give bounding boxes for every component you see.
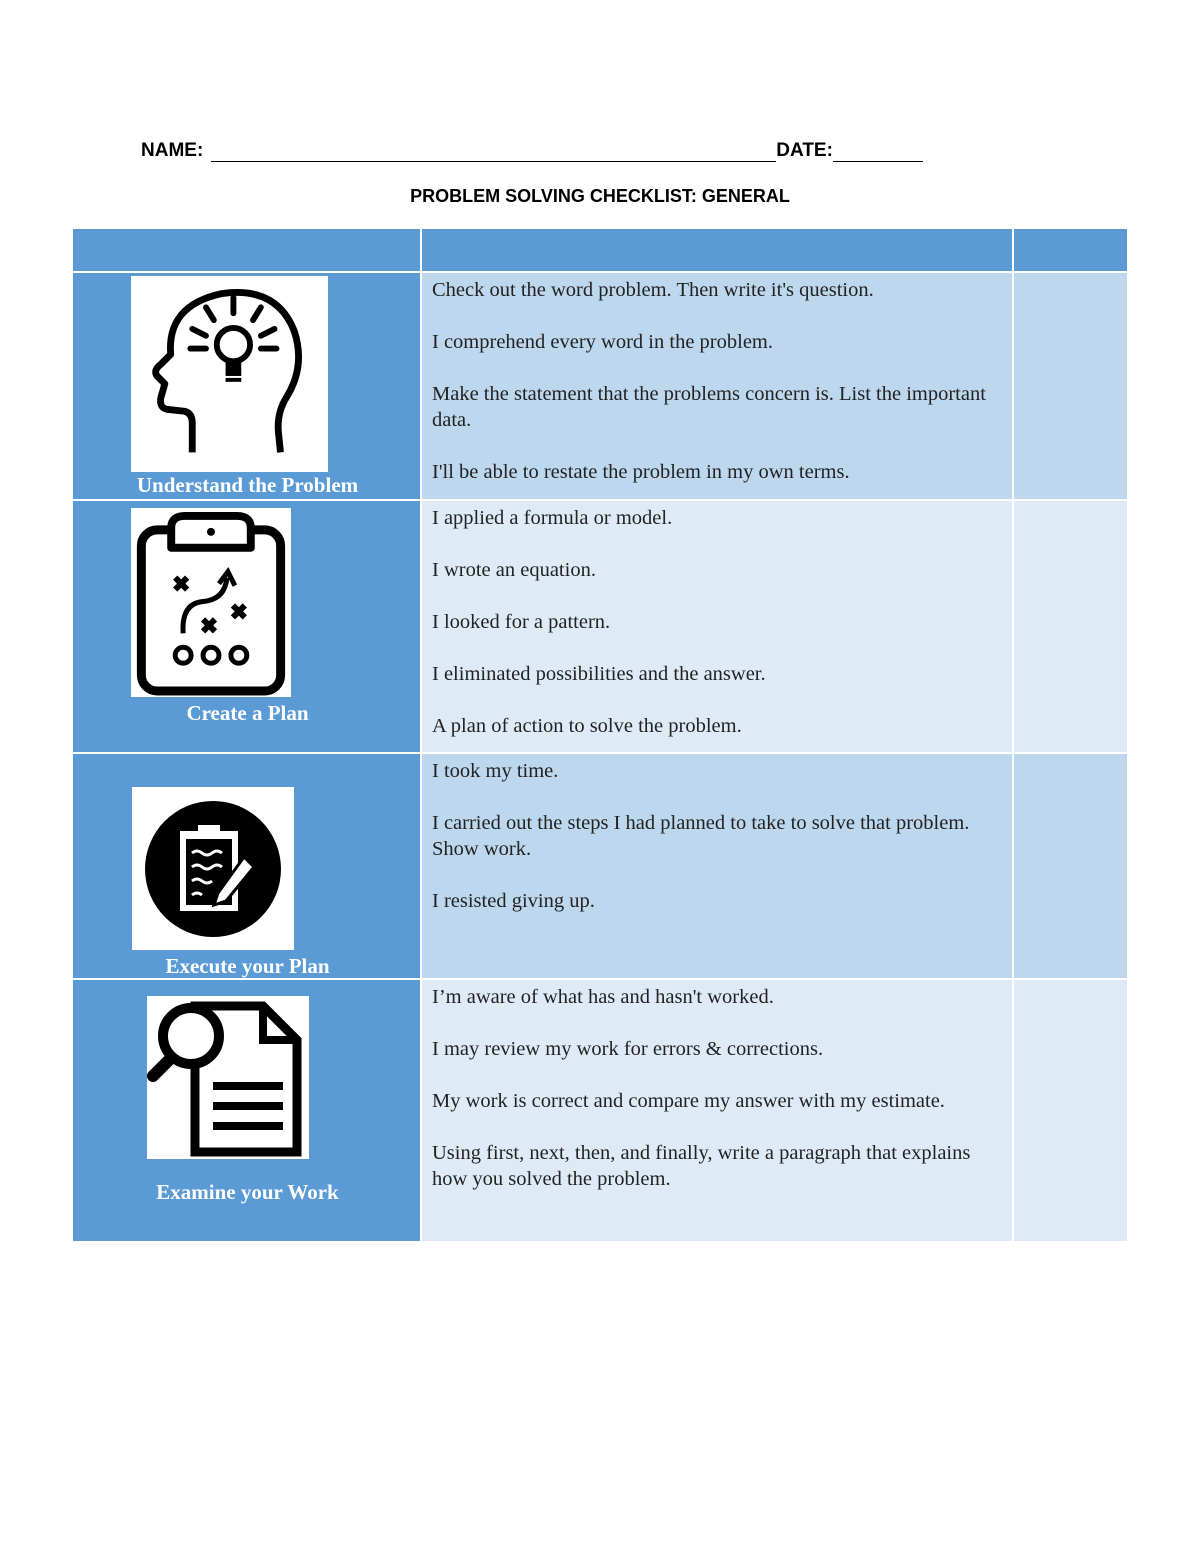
name-field[interactable] xyxy=(211,143,776,162)
checklist-item: Using first, next, then, and finally, write a paragraph that explains how you solved the problem. xyxy=(432,1142,971,1190)
step-label: Understand the Problem xyxy=(136,473,359,497)
checklist-item: I comprehend every word in the problem. xyxy=(432,331,773,353)
step-label: Examine your Work xyxy=(156,1180,339,1204)
checklist-item: Check out the word problem. Then write it's question. xyxy=(432,279,874,301)
checklist-item: I eliminated possibilities and the answer. xyxy=(432,663,766,685)
checklist-item: My work is correct and compare my answer with my estimate. xyxy=(432,1090,945,1112)
page-title: PROBLEM SOLVING CHECKLIST: GENERAL xyxy=(410,186,790,206)
checklist-item: Make the statement that the problems concern is. List the important data. xyxy=(432,383,986,431)
check-cell[interactable] xyxy=(1014,501,1127,752)
checklist-item: I carried out the steps I had planned to take to solve that problem. Show work. xyxy=(432,812,970,860)
checklist-item: I looked for a pattern. xyxy=(432,611,611,633)
name-date-line xyxy=(141,140,923,162)
table-row xyxy=(73,754,1127,980)
checklist-item: A plan of action to solve the problem. xyxy=(432,715,742,737)
check-column-header xyxy=(1014,229,1127,271)
checklist-item: I wrote an equation. xyxy=(432,559,596,581)
table-row xyxy=(73,980,1127,1241)
checklist-table xyxy=(73,229,1127,1241)
checklist-item: I resisted giving up. xyxy=(432,890,595,912)
checklist-item: I'll be able to restate the problem in my own terms. xyxy=(432,461,850,483)
step-label: Create a Plan xyxy=(186,701,309,725)
checklist-item: I may review my work for errors & corrections. xyxy=(432,1038,824,1060)
step-label: Execute your Plan xyxy=(165,954,330,978)
clipboard-strategy-icon xyxy=(131,508,291,697)
checklist-item: I applied a formula or model. xyxy=(432,507,673,529)
check-cell[interactable] xyxy=(1014,980,1127,1241)
clipboard-pencil-icon xyxy=(132,787,294,950)
check-cell[interactable] xyxy=(1014,754,1127,978)
table-row xyxy=(73,273,1127,501)
checklist-item: I’m aware of what has and hasn't worked. xyxy=(432,986,774,1008)
date-field[interactable] xyxy=(833,143,923,162)
date-label: DATE: xyxy=(776,140,833,161)
check-cell[interactable] xyxy=(1014,273,1127,499)
name-label: NAME: xyxy=(141,140,204,161)
document-magnifier-icon xyxy=(147,996,309,1159)
checklist-item: I took my time. xyxy=(432,760,559,782)
table-header-row xyxy=(73,229,1127,273)
table-row xyxy=(73,501,1127,754)
head-lightbulb-icon xyxy=(131,276,328,472)
